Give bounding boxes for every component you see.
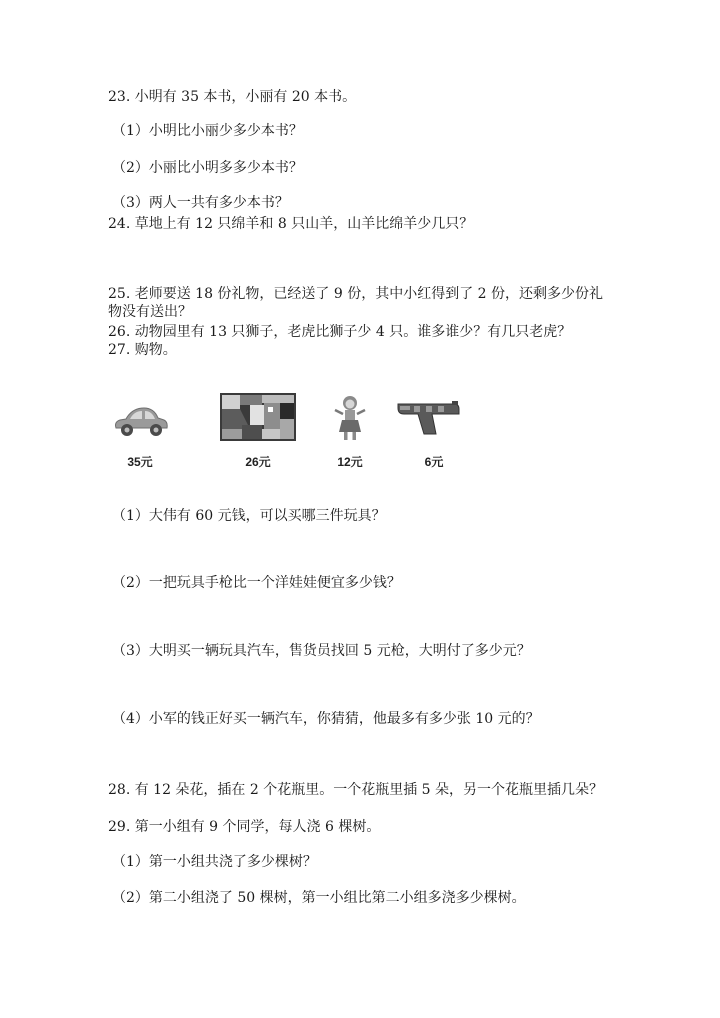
q25-line1: 25. 老师要送 18 份礼物，已经送了 9 份，其中小红得到了 2 份，还剩多少份礼 [108,286,604,302]
q25-line2: 物没有送出？ [108,304,192,320]
q29-title: 29. 第一小组有 9 个同学，每人浇 6 棵树。 [108,819,381,835]
doll-icon [332,394,368,442]
toy-car-icon [112,400,170,440]
q23-sub3: （3）两人一共有多少本书？ [112,195,289,211]
q27-sub2: （2）一把玩具手枪比一个洋娃娃便宜多少钱？ [112,575,401,591]
q29-sub2: （2）第二小组浇了 50 棵树，第一小组比第二小组多浇多少棵树。 [112,890,526,906]
toy-gun-icon [396,398,462,438]
q27-sub4: （4）小军的钱正好买一辆汽车，你猜猜，他最多有多少张 10 元的？ [112,711,540,727]
q28-title: 28. 有 12 朵花，插在 2 个花瓶里。一个花瓶里插 5 朵，另一个花瓶里插几朵？ [108,782,604,798]
q23-title: 23. 小明有 35 本书，小丽有 20 本书。 [108,89,357,105]
building-blocks-icon [220,393,296,441]
q23-sub1: （1）小明比小丽少多少本书？ [112,123,303,139]
q27-sub3: （3）大明买一辆玩具汽车，售货员找回 5 元枪，大明付了多少元？ [112,643,531,659]
price-blocks: 26元 [245,455,271,469]
q27-sub1: （1）大伟有 60 元钱，可以买哪三件玩具？ [112,508,386,524]
price-car: 35元 [127,455,153,469]
q29-sub1: （1）第一小组共浇了多少棵树？ [112,854,317,870]
q24-title: 24. 草地上有 12 只绵羊和 8 只山羊，山羊比绵羊少几只？ [108,216,474,232]
price-doll: 12元 [337,455,363,469]
q26-title: 26. 动物园里有 13 只狮子，老虎比狮子少 4 只。谁多谁少？有几只老虎？ [108,324,572,340]
price-gun: 6元 [424,455,444,469]
q23-sub2: （2）小丽比小明多多少本书？ [112,160,303,176]
q27-title: 27. 购物。 [108,342,177,358]
